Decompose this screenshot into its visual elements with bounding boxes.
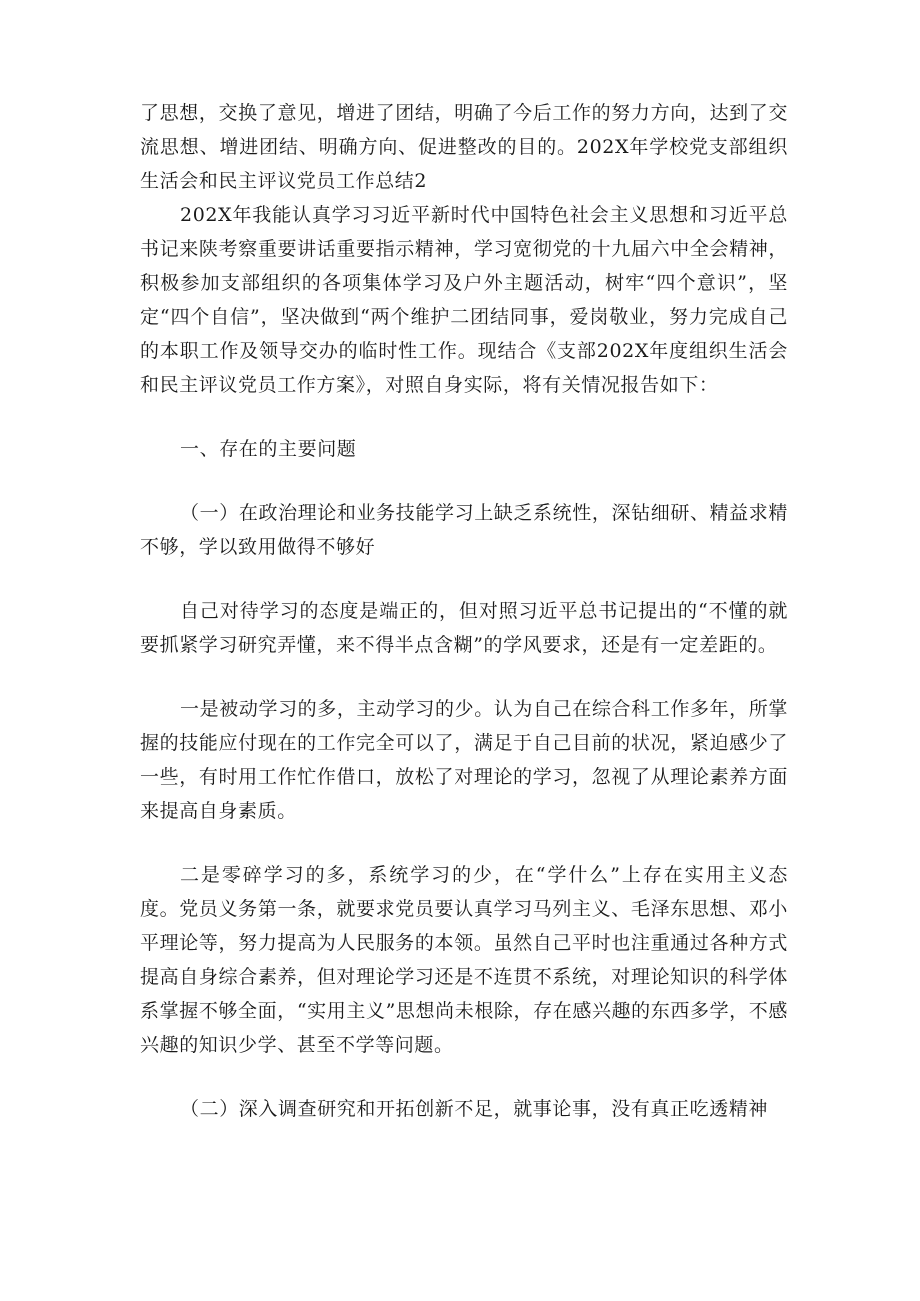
document-body — [140, 96, 788, 1126]
paragraph-continuation: 了思想，交换了意见，增进了团结，明确了今后工作的努力方向，达到了交流思想、增进团结、明确方向、促进整改的目的。202X年学校党支部组织生活会和民主评议党员工作总结2 — [140, 102, 788, 192]
paragraph-intro: 202X年我能认真学习习近平新时代中国特色社会主义思想和习近平总书记来陕考察重要讲话重要指示精神，学习宽彻党的十九届六中全会精神，积极参加支部组织的各项集体学习及户外主题活动，树牢“四个意识”，坚定“四个自信”，坚决做到“两个维护二团结同事，爱岗敬业，努力完成自己的本职工作及领导交办的临时性工作。现结合《支部202X年度组织生活会和民主评议党员工作方案》，对照自身实际，将有关情况报告如下： — [140, 204, 788, 396]
paragraph-body: 二是零碎学习的多，系统学习的少，在“学什么”上存在实用主义态度。党员义务第一条，就要求党员要认真学习马列主义、毛泽东思想、邓小平理论等，努力提高为人民服务的本领。虽然自己平时也注重通过各种方式提高自身综合素养，但对理论学习还是不连贯不系统，对理论知识的科学体系掌握不够全面，“实用主义”思想尚未根除，存在感兴趣的东西多学，不感兴趣的知识少学、甚至不学等问题。 — [140, 864, 788, 1056]
subsection-heading-1: （一）在政治理论和业务技能学习上缺乏系统性，深钻细研、精益求精不够，学以致用做得不够好 — [140, 502, 788, 558]
subsection-heading-2: （二）深入调查研究和开拓创新不足，就事论事，没有真正吃透精神 — [180, 1098, 769, 1120]
section-heading: 一、存在的主要问题 — [180, 438, 357, 460]
paragraph-body: 自己对待学习的态度是端正的，但对照习近平总书记提出的“不懂的就要抓紧学习研究弄懂，来不得半点含糊”的学风要求，还是有一定差距的。 — [140, 600, 788, 656]
paragraph-body: 一是被动学习的多，主动学习的少。认为自己在综合科工作多年，所掌握的技能应付现在的工作完全可以了，满足于自己目前的状况，紧迫感少了一些，有时用工作忙作借口，放松了对理论的学习，忽视了从理论素养方面来提高自身素质。 — [140, 698, 788, 822]
